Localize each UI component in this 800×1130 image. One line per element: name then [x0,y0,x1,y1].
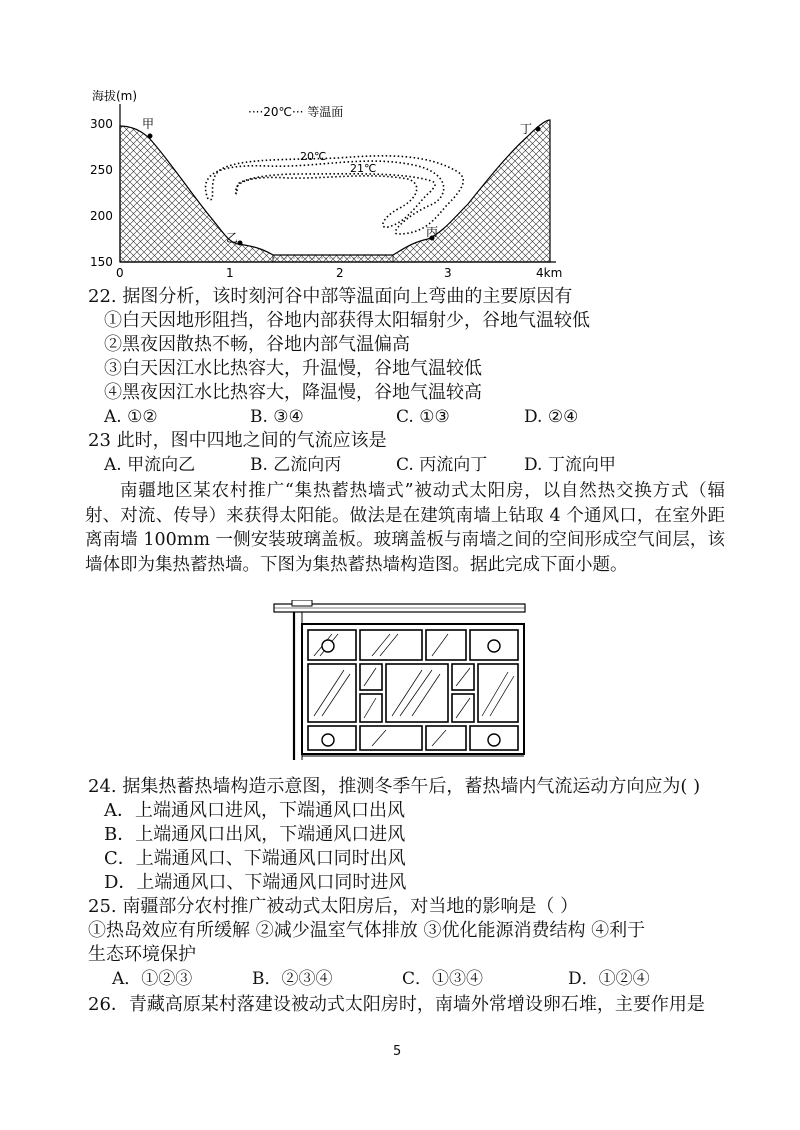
y-tick-150: 150 [90,255,113,269]
q22-stem: 22. 据图分析，该时刻河谷中部等温面向上弯曲的主要原因有 [88,286,573,307]
point-ding-label: 丁 [520,122,533,136]
x-tick-3: 3 [444,266,452,280]
q25-option-b[interactable]: B．②③④ [252,969,333,989]
q25-statements-line1: ①热岛效应有所缓解 ②减少温室气体排放 ③优化能源消费结构 ④利于 [88,920,646,941]
q22-option-c[interactable]: C. ①③ [396,407,450,427]
valley-cross-section-figure [88,84,588,284]
point-jia-marker [148,134,153,139]
isotherm-21 [236,174,435,227]
isotherm-legend: ····20℃··· 等温面 [248,105,344,119]
isotherm-label-21: 21℃ [350,162,377,175]
q25-option-a[interactable]: A．①②③ [112,969,193,989]
x-tick-2: 2 [336,266,344,280]
heat-storage-wall-figure [272,600,527,770]
q25-option-c[interactable]: C．①③④ [402,969,484,989]
x-tick-1: 1 [226,266,234,280]
q22-item-4: ④黑夜因江水比热容大，降温慢，谷地气温较高 [104,382,482,403]
q24-stem: 24. 据集热蓄热墙构造示意图，推测冬季午后，蓄热墙内气流运动方向应为( ) [88,776,701,797]
y-tick-250: 250 [90,163,113,177]
q24-option-b[interactable]: B．上端通风口出风，下端通风口进风 [104,824,406,845]
q22-item-2: ②黑夜因散热不畅，谷地内部气温偏高 [104,334,410,355]
q26-stem: 26．青藏高原某村落建设被动式太阳房时，南墙外常增设卵石堆，主要作用是 [88,994,705,1015]
q23-stem: 23 此时，图中四地之间的气流应该是 [88,430,387,451]
q23-option-b[interactable]: B. 乙流向丙 [250,455,342,475]
q22-option-d[interactable]: D. ②④ [524,407,579,427]
vent-bottom-right [488,734,500,746]
q24-option-c[interactable]: C．上端通风口、下端通风口同时出风 [104,848,406,869]
passage-text: 南疆地区某农村推广“集热蓄热墙式”被动式太阳房，以自然热交换方式（辐射、对流、传导）来获得太阳能。做法是在建筑南墙上钻取 4 个通风口，在室外距离南墙 100mm 一侧安装玻璃盖板。玻璃盖板与南墙之间的空间形成空气间层，该墙体即为集热蓄热墙。下图为集热蓄热墙构造图。据此完成下面小题。 [85,481,725,575]
q23-option-c[interactable]: C. 丙流向丁 [396,455,488,475]
vent-bottom-left [322,734,334,746]
q22-option-a[interactable]: A. ①② [104,407,158,427]
point-ding-marker [536,127,541,132]
q25-statements-line2: 生态环境保护 [88,944,196,965]
terrain-profile [120,120,550,262]
q23-option-d[interactable]: D. 丁流向甲 [524,455,616,475]
q24-option-a[interactable]: A．上端通风口进风，下端通风口出风 [104,800,405,821]
isotherm-label-20: 20℃ [300,150,327,163]
q25-stem: 25. 南疆部分农村推广被动式太阳房后，对当地的影响是（ ） [88,896,579,917]
passage [85,479,725,577]
q25-option-d[interactable]: D．①②④ [568,969,650,989]
vent-top-left [322,640,334,652]
x-tick-0: 0 [116,266,124,280]
y-tick-300: 300 [90,117,113,131]
isotherm-20 [206,156,464,234]
q22-option-b[interactable]: B. ③④ [250,407,304,427]
roof-cap [292,600,312,606]
q22-item-3: ③白天因江水比热容大，升温慢，谷地气温较低 [104,358,482,379]
vent-top-right [488,640,500,652]
x-tick-4km: 4km [536,266,563,280]
point-bing-label: 丙 [426,225,439,239]
q22-item-1: ①白天因地形阻挡，谷地内部获得太阳辐射少，谷地气温较低 [104,310,590,331]
page-number: 5 [393,1044,402,1059]
point-yi-marker [238,241,243,246]
q24-option-d[interactable]: D．上端通风口、下端通风口同时进风 [104,872,407,893]
q23-option-a[interactable]: A. 甲流向乙 [104,455,196,475]
point-yi-label: 乙 [226,231,239,245]
river [273,255,393,262]
y-axis-label: 海拔(m) [92,89,138,103]
y-tick-200: 200 [90,209,113,223]
point-jia-label: 甲 [142,117,155,131]
